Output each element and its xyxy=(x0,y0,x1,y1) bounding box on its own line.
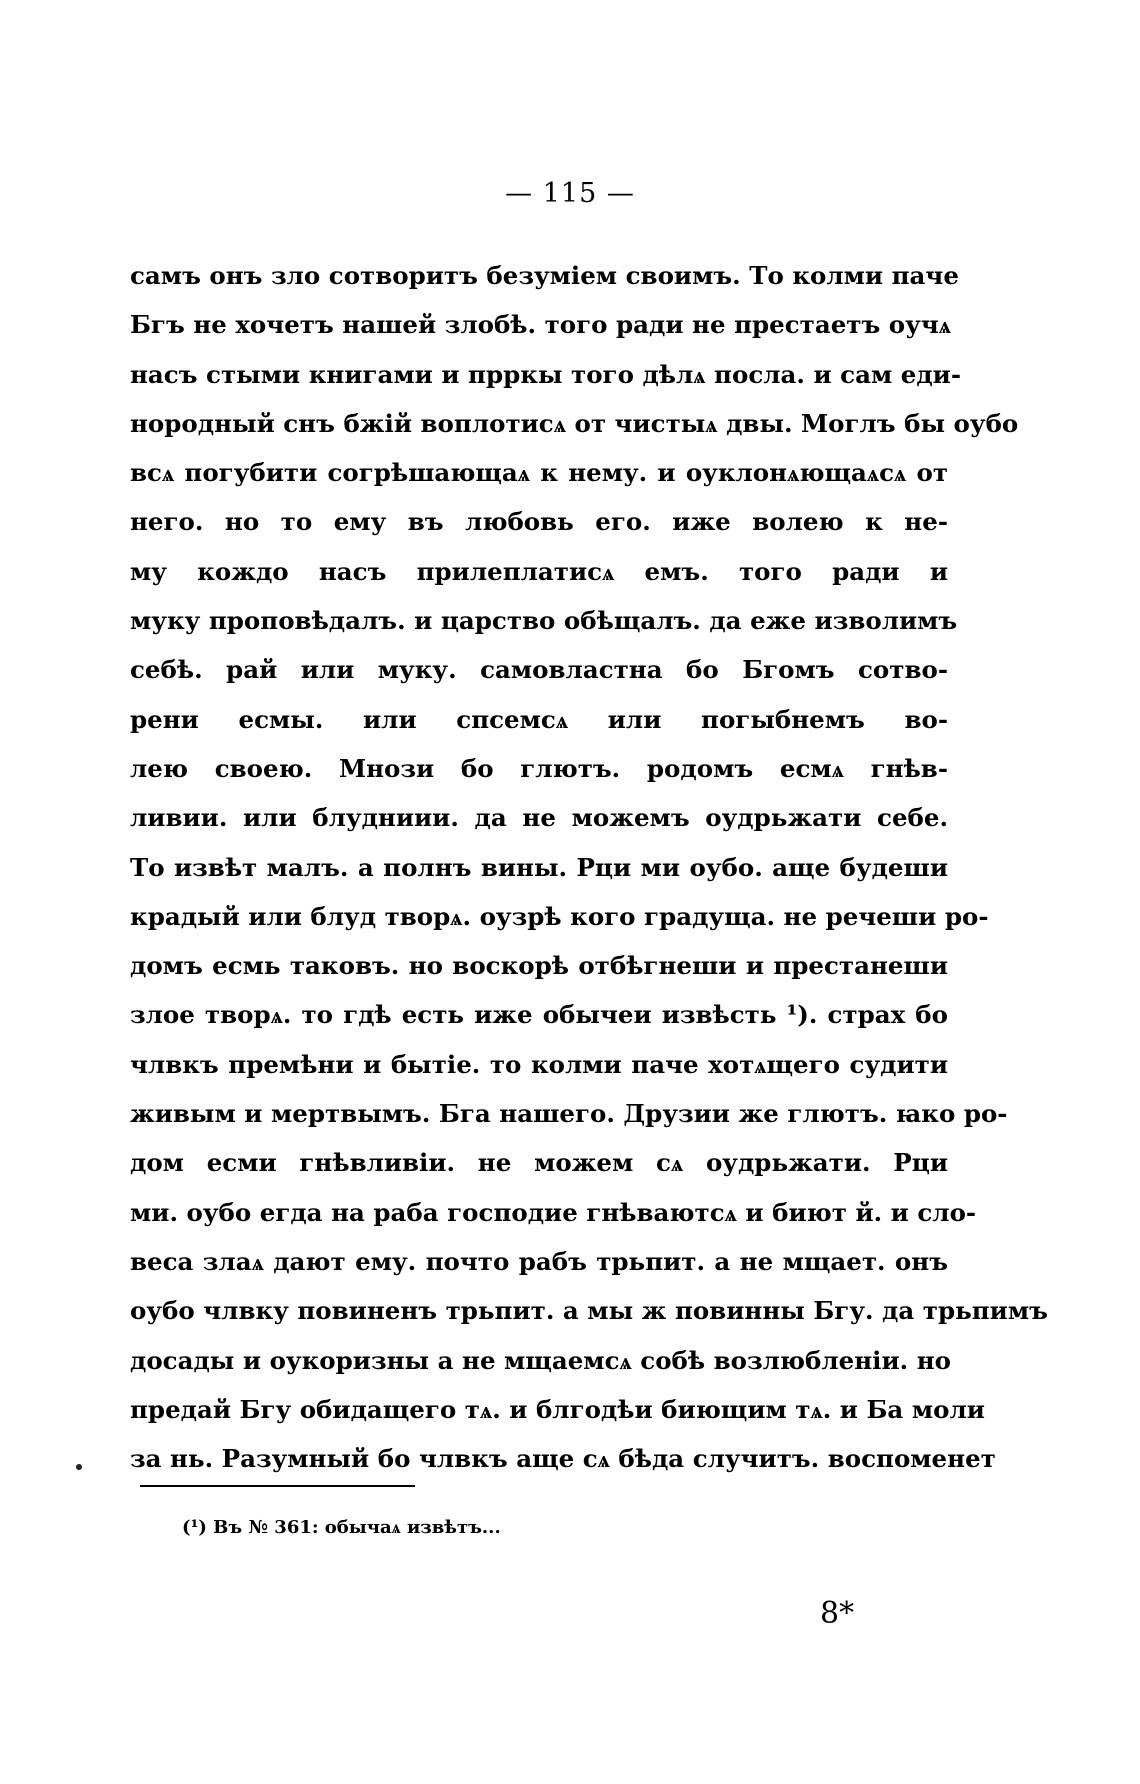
text-line: живым и мертвымъ. Бга нашего. Друзии же глютъ. ꙗко ро- xyxy=(130,1099,1008,1129)
text-line: ливии. или блудниии. да не можемъ оудрьжати себе. xyxy=(130,803,948,833)
text-line: муку проповѣдалъ. и царство обѣщалъ. да еже изволимъ xyxy=(130,606,958,636)
text-line: всѧ погубити согрѣшающаѧ к нему. и оуклонѧющаѧсѧ от xyxy=(130,458,948,488)
text-line: насъ стыми книгами и прркы того дѣлѧ посла. и сам еди- xyxy=(130,359,962,389)
text-line: злое творѧ. то гдѣ есть иже обычеи извѣсть ¹). страх бо xyxy=(130,1000,948,1030)
signature-mark: 8* xyxy=(820,1596,855,1631)
text-line: за нь. Разумный бо члвкъ аще сѧ бѣда случитъ. воспоменет xyxy=(130,1444,996,1474)
text-line: крадый или блуд творѧ. оузрѣ кого градуща. не речеши ро- xyxy=(130,901,989,931)
text-line: самъ онъ зло сотворитъ безуміем своимъ. То колми паче xyxy=(130,261,959,290)
body-text xyxy=(130,251,1048,1483)
text-line: оубо члвку повиненъ трьпит. а мы ж повинны Бгу. да трьпимъ xyxy=(130,1296,1048,1326)
footnote-divider xyxy=(140,1485,415,1487)
text-line: лею своею. Мнози бо глютъ. родомъ есмѧ гнѣв- xyxy=(130,753,948,783)
text-line: члвкъ премѣни и бытіе. то колми паче хотѧщего судити xyxy=(130,1049,948,1079)
text-line: досады и оукоризны а не мщаемсѧ собѣ возлюбленіи. но xyxy=(130,1345,951,1375)
page-number: — 115 — xyxy=(505,178,635,209)
text-line: Бгъ не хочетъ нашей злобѣ. того ради не престаетъ оучѧ xyxy=(130,310,952,340)
text-line: рени есмы. или спсемсѧ или погыбнемъ во- xyxy=(130,704,948,734)
text-line: него. но то ему въ любовь его. иже волею к не- xyxy=(130,507,948,537)
text-line: дом есми гнѣвливіи. не можем сѧ оудрьжати. Рци xyxy=(130,1148,948,1178)
text-line: му кождо насъ прилеплатисѧ емъ. того ради и xyxy=(130,556,948,586)
text-line: То извѣт малъ. а полнъ вины. Рци ми оубо. аще будеши xyxy=(130,852,948,882)
text-line: ми. оубо егда на раба господие гнѣваютсѧ и биют й. и сло- xyxy=(130,1197,977,1227)
text-line: предай Бгу обидащего тѧ. и блгодѣи биющим тѧ. и Ба моли xyxy=(130,1394,985,1424)
text-line: веса злаѧ дают ему. почто рабъ трьпит. а не мщает. онъ xyxy=(130,1246,948,1276)
text-line: нородный снъ бжій воплотисѧ от чистыѧ двы. Моглъ бы оубо xyxy=(130,408,1019,438)
text-line: себѣ. рай или муку. самовластна бо Бгомъ сотво- xyxy=(130,655,948,685)
footnote: (¹) Въ № 361: обычаѧ извѣтъ... xyxy=(182,1517,501,1538)
margin-mark xyxy=(76,1464,82,1470)
text-line: домъ есмь таковъ. но воскорѣ отбѣгнеши и престанеши xyxy=(130,951,948,981)
